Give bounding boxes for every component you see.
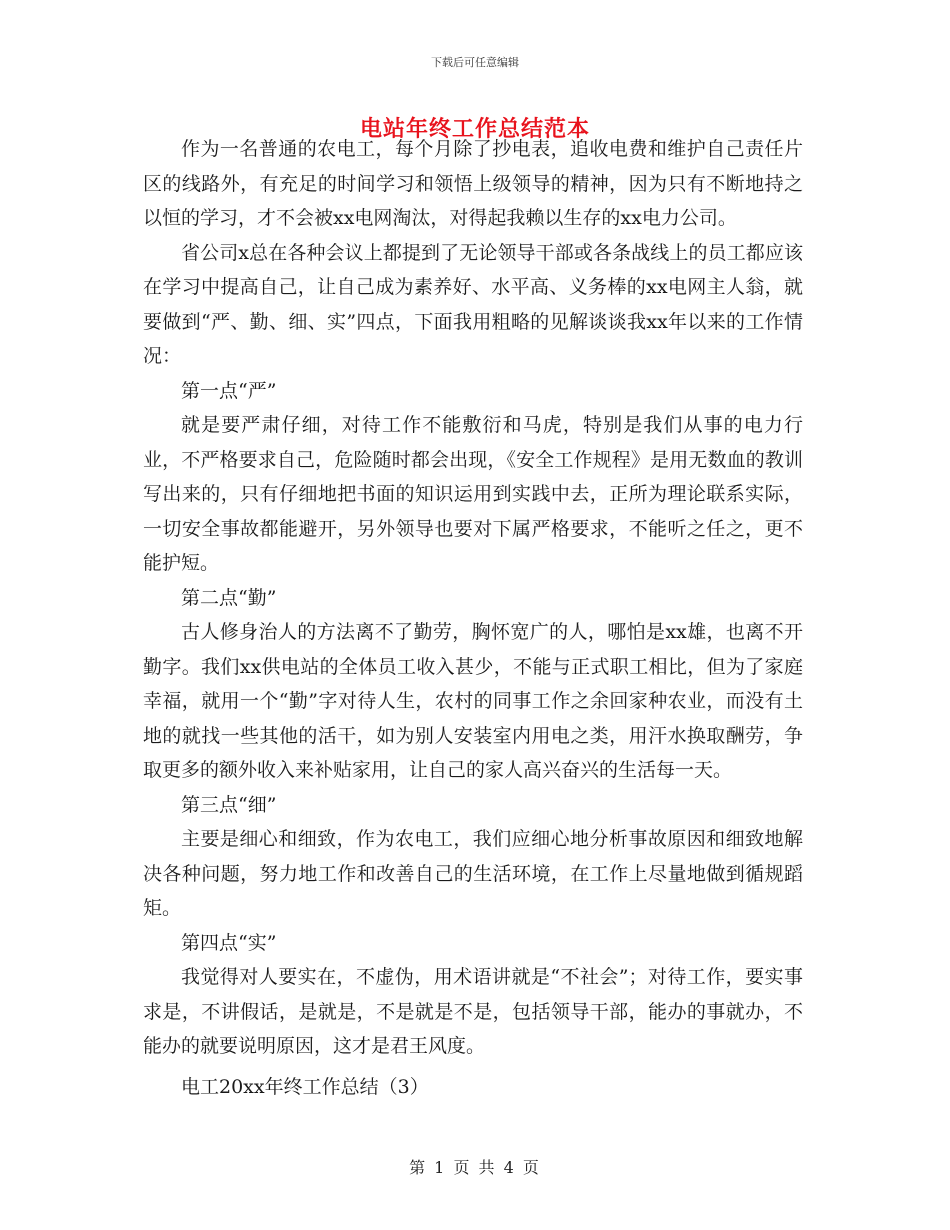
paragraph: 就是要严肃仔细，对待工作不能敷衍和马虎，特别是我们从事的电力行业，不严格要求自己，危险随时都会出现，《安全工作规程》是用无数血的教训写出来的，只有仔细地把书面的知识运用到实践中去，正所为理论联系实际，一切安全事故都能避开，另外领导也要对下属严格要求，不能听之任之，更不能护短。	[143, 414, 803, 574]
document-title: 电站年终工作总结范本	[359, 116, 590, 142]
next-section-title: 电工20xx年终工作总结（3）	[181, 1075, 429, 1098]
document-body	[143, 132, 803, 1104]
paragraph: 省公司x总在各种会议上都提到了无论领导干部或各条战线上的员工都应该在学习中提高自己，让自己成为素养好、水平高、义务棒的xx电网主人翁，就要做到“严、勤、细、实”四点，下面我用粗略的见解谈谈我xx年以来的工作情况：	[143, 241, 803, 367]
section-heading: 第一点“严”	[181, 379, 277, 402]
paragraph: 古人修身治人的方法离不了勤劳，胸怀宽广的人，哪怕是xx雄，也离不开勤字。我们xx供电站的全体员工收入甚少，不能与正式职工相比，但为了家庭幸福，就用一个“勤”字对待人生，农村的同事工作之余回家种农业，而没有土地的就找一些其他的活干，如为别人安装室内用电之类，用汗水换取酬劳，争取更多的额外收入来补贴家用，让自己的家人高兴奋兴的生活每一天。	[143, 621, 803, 781]
paragraph: 我觉得对人要实在，不虚伪，用术语讲就是“不社会”；对待工作，要实事求是，不讲假话，是就是，不是就是不是，包括领导干部，能办的事就办，不能办的就要说明原因，这才是君王风度。	[143, 966, 803, 1057]
paragraph: 主要是细心和细致，作为农电工，我们应细心地分析事故原因和细致地解决各种问题，努力地工作和改善自己的生活环境，在工作上尽量地做到循规蹈矩。	[143, 828, 803, 919]
paragraph: 作为一名普通的农电工，每个月除了抄电表，追收电费和维护自己责任片区的线路外，有充足的时间学习和领悟上级领导的精神，因为只有不断地持之以恒的学习，才不会被xx电网淘汰，对得起我赖以生存的xx电力公司。	[143, 138, 803, 229]
header-note: 下载后可任意编辑	[431, 56, 519, 69]
section-heading: 第四点“实”	[181, 931, 277, 954]
section-heading: 第二点“勤”	[181, 586, 277, 609]
section-heading: 第三点“细”	[181, 793, 277, 816]
page-footer: 第 1 页 共 4 页	[409, 1158, 541, 1177]
